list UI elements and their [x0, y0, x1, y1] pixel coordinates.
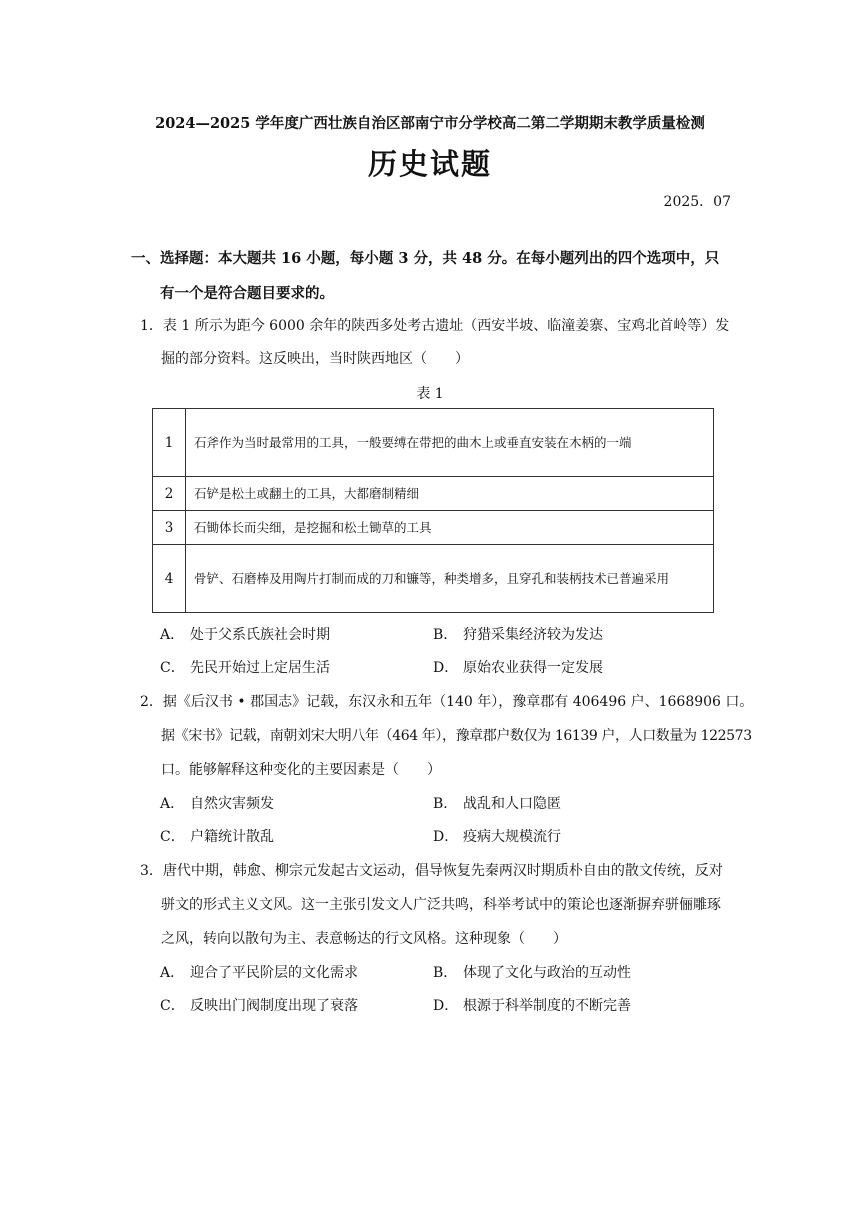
- question-number: 1．: [140, 318, 163, 334]
- option-text: 狩猎采集经济较为发达: [463, 627, 603, 643]
- option-letter: C．: [160, 660, 185, 676]
- option-letter: A．: [160, 965, 185, 981]
- option-c[interactable]: [160, 826, 274, 846]
- option-text: 根源于科举制度的不断完善: [463, 998, 631, 1014]
- section-heading-line2: 有一个是符合题目要求的。: [160, 285, 334, 302]
- section-heading-line1: 一、选择题：本大题共 16 小题，每小题 3 分，共 48 分。在每小题列出的四个选项中，只: [131, 250, 720, 267]
- option-letter: A．: [160, 627, 185, 643]
- option-text: 疫病大规模流行: [463, 829, 561, 845]
- question-1: [140, 315, 729, 335]
- option-letter: D．: [433, 829, 459, 845]
- option-text: 处于父系氏族社会时期: [190, 627, 330, 643]
- option-text: 战乱和人口隐匿: [463, 796, 561, 812]
- question-2: [140, 691, 753, 711]
- question-number: 2．: [140, 694, 163, 710]
- table-row: [153, 409, 714, 477]
- question-text-line: 掘的部分资料。这反映出，当时陕西地区（ ）: [161, 351, 469, 367]
- option-letter: B．: [433, 627, 458, 643]
- option-d[interactable]: [433, 657, 603, 677]
- row-number: 1: [153, 409, 186, 477]
- row-text: 石锄体长而尖细，是挖掘和松土锄草的工具: [186, 511, 714, 545]
- option-a[interactable]: [160, 962, 358, 982]
- option-d[interactable]: [433, 826, 561, 846]
- option-text: 迎合了平民阶层的文化需求: [190, 965, 358, 981]
- option-letter: A．: [160, 796, 185, 812]
- page-title: 历史试题: [367, 147, 492, 181]
- option-text: 体现了文化与政治的互动性: [463, 965, 631, 981]
- option-letter: D．: [433, 998, 459, 1014]
- row-text: 石铲是松土或翻土的工具，大都磨制精细: [186, 477, 714, 511]
- option-c[interactable]: [160, 995, 358, 1015]
- option-letter: B．: [433, 796, 458, 812]
- question-text-line: 表 1 所示为距今 6000 余年的陕西多处考古遗址（西安半坡、临潼姜寨、宝鸡北首岭等）发: [162, 318, 730, 334]
- row-text: 骨铲、石磨棒及用陶片打制而成的刀和镰等，种类增多，且穿孔和装柄技术已普遍采用: [186, 545, 714, 613]
- row-number: 2: [153, 477, 186, 511]
- option-b[interactable]: [433, 793, 561, 813]
- exam-header: 2024—2025 学年度广西壮族自治区部南宁市分学校高二第二学期期末教学质量检测: [155, 115, 705, 132]
- option-text: 反映出门阀制度出现了衰落: [190, 998, 358, 1014]
- option-letter: D．: [433, 660, 459, 676]
- option-text: 户籍统计散乱: [190, 829, 274, 845]
- question-text-line: 据《宋书》记载，南朝刘宋大明八年（464 年），豫章郡户数仅为 16139 户，人口数量为 122573: [161, 728, 752, 744]
- row-text: 石斧作为当时最常用的工具，一般要缚在带把的曲木上或垂直安装在木柄的一端: [186, 409, 714, 477]
- option-b[interactable]: [433, 624, 603, 644]
- option-a[interactable]: [160, 793, 274, 813]
- option-letter: C．: [160, 829, 185, 845]
- option-c[interactable]: [160, 657, 330, 677]
- row-number: 3: [153, 511, 186, 545]
- table-row: [153, 477, 714, 511]
- option-b[interactable]: [433, 962, 631, 982]
- option-a[interactable]: [160, 624, 330, 644]
- question-text-line: 骈文的形式主义文风。这一主张引发文人广泛共鸣，科举考试中的策论也逐渐摒弃骈俪雕琢: [161, 897, 721, 913]
- table-row: [153, 511, 714, 545]
- table-row: [153, 545, 714, 613]
- option-d[interactable]: [433, 995, 631, 1015]
- option-text: 先民开始过上定居生活: [190, 660, 330, 676]
- question-text-line: 之风，转向以散句为主、表意畅达的行文风格。这种现象（ ）: [161, 931, 567, 947]
- question-number: 3．: [140, 863, 163, 879]
- option-text: 自然灾害频发: [190, 796, 274, 812]
- row-number: 4: [153, 545, 186, 613]
- table-caption: 表 1: [416, 386, 444, 402]
- question-text-line: 口。能够解释这种变化的主要因素是（ ）: [161, 762, 441, 778]
- exam-date: 2025．07: [663, 194, 731, 210]
- question-text-line: 唐代中期，韩愈、柳宗元发起古文运动，倡导恢复先秦两汉时期质朴自由的散文传统，反对: [162, 863, 723, 879]
- question-3: [140, 860, 723, 880]
- option-letter: C．: [160, 998, 185, 1014]
- option-letter: B．: [433, 965, 458, 981]
- question-text-line: 据《后汉书 • 郡国志》记载，东汉永和五年（140 年），豫章郡有 406496 户、1668906 口。: [162, 694, 754, 710]
- option-text: 原始农业获得一定发展: [463, 660, 603, 676]
- data-table: [152, 408, 714, 613]
